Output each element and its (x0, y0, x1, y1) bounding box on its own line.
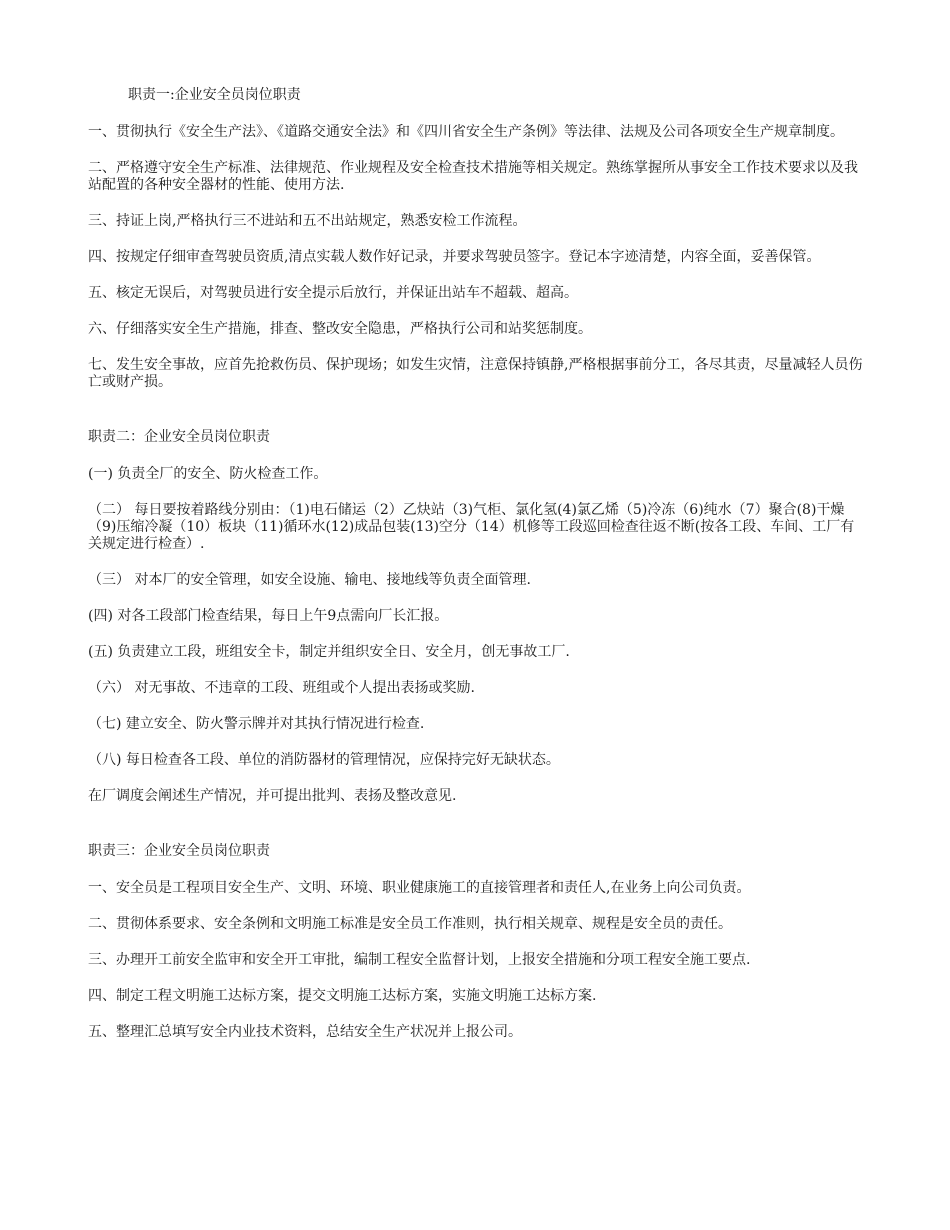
section-1-item-7: 七、发生安全事故，应首先抢救伤员、保护现场；如发生灾情，注意保持镇静,严格根据事前分工，各尽其责，尽量减轻人员伤亡或财产损。 (88, 357, 863, 390)
section-2-item-9: 在厂调度会阐述生产情况，并可提出批判、表扬及整改意见. (88, 788, 457, 804)
section-1-item-6: 六、仔细落实安全生产措施，排查、整改安全隐患，严格执行公司和站奖惩制度。 (88, 321, 592, 337)
section-3-title: 职责三：企业安全员岗位职责 (88, 843, 270, 859)
section-2-item-8: （八) 每日检查各工段、单位的消防器材的管理情况，应保持完好无缺状态。 (88, 752, 560, 768)
section-1-title: 职责一:企业安全员岗位职责 (128, 87, 301, 103)
section-3-item-1: 一、安全员是工程项目安全生产、文明、环境、职业健康施工的直接管理者和责任人,在业务上向公司负责。 (88, 880, 751, 896)
section-2-item-5: (五) 负责建立工段，班组安全卡，制定并组织安全日、安全月，创无事故工厂. (88, 644, 570, 660)
section-2-title: 职责二：企业安全员岗位职责 (88, 429, 270, 445)
section-3-item-3: 三、办理开工前安全监审和安全开工审批，编制工程安全监督计划，上报安全措施和分项工程安全施工要点. (88, 952, 751, 968)
section-2-item-6: （六） 对无事故、不违章的工段、班组或个人提出表扬或奖励. (88, 680, 475, 696)
section-1-item-1: 一、贯彻执行《安全生产法》、《道路交通安全法》和《四川省安全生产条例》等法律、法规及公司各项安全生产规章制度。 (88, 124, 844, 140)
section-2-item-1: (一) 负责全厂的安全、防火检查工作。 (88, 466, 328, 482)
section-1-item-5: 五、核定无误后，对驾驶员进行安全提示后放行，并保证出站车不超载、超高。 (88, 285, 578, 301)
section-3-item-2: 二、贯彻体系要求、安全条例和文明施工标准是安全员工作准则，执行相关规章、规程是安全员的责任。 (88, 916, 732, 932)
section-1-item-2: 二、严格遵守安全生产标准、法律规范、作业规程及安全检查技术措施等相关规定。熟练掌握所从事安全工作技术要求以及我站配置的各种安全器材的性能、使用方法. (88, 160, 858, 193)
section-2-item-4: (四) 对各工段部门检查结果，每日上午9点需向厂长汇报。 (88, 608, 449, 624)
section-3-item-5: 五、整理汇总填写安全内业技术资料，总结安全生产状况并上报公司。 (88, 1024, 522, 1040)
section-3-item-4: 四、制定工程文明施工达标方案，提交文明施工达标方案，实施文明施工达标方案. (88, 988, 597, 1004)
section-1-item-4: 四、按规定仔细审查驾驶员资质,清点实载人数作好记录，并要求驾驶员签字。登记本字迹清楚，内容全面，妥善保管。 (88, 249, 821, 265)
section-2-item-2: （二） 每日要按着路线分别由：（1)电石储运（2）乙炔站（3)气柜、氯化氢(4)氯乙烯（5)冷冻（6)纯水（7）聚合(8)干燥（9)压缩冷凝（10）板块（11)循环水(12)成品包装(13)空分（14）机修等工段巡回检查往返不断(按各工段、车间、工厂有关规定进行检查）. (88, 502, 855, 552)
section-2-item-3: （三） 对本厂的安全管理，如安全设施、输电、接地线等负责全面管理. (88, 572, 531, 588)
section-2-item-7: （七) 建立安全、防火警示牌并对其执行情况进行检查. (88, 716, 425, 732)
document-page (88, 85, 868, 1041)
section-1-item-3: 三、持证上岗,严格执行三不进站和五不出站规定，熟悉安检工作流程。 (88, 213, 527, 229)
